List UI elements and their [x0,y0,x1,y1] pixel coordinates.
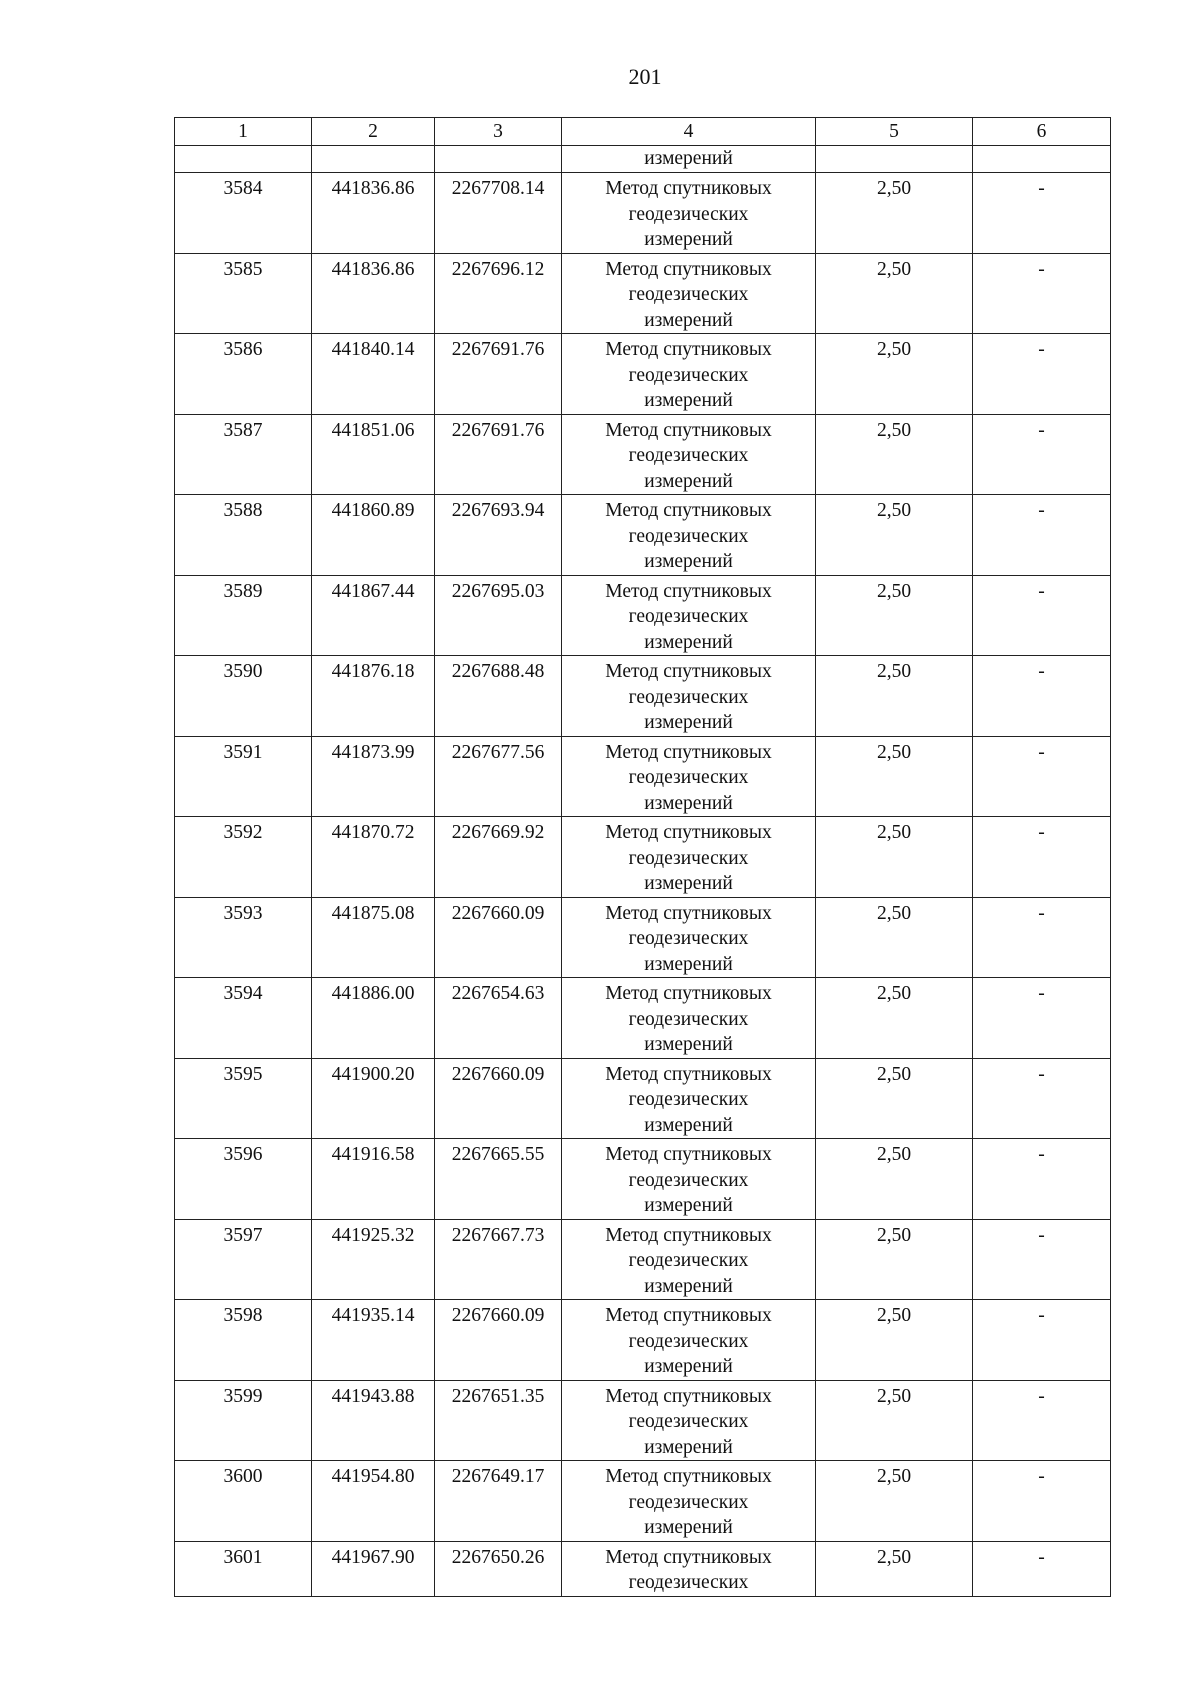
accuracy-cell: 2,50 [816,656,973,737]
x-coordinate-cell: 441943.88 [312,1380,435,1461]
method-line: измерений [644,1034,733,1055]
point-number-cell: 3586 [175,334,312,415]
method-cell [562,495,816,576]
point-number-cell: 3584 [175,173,312,254]
method-line: измерений [644,873,733,894]
accuracy-cell: 2,50 [816,575,973,656]
table-row [175,334,1111,415]
point-number-cell: 3589 [175,575,312,656]
y-coordinate-cell: 2267691.76 [435,334,562,415]
table-row [175,1541,1111,1596]
point-number-cell: 3596 [175,1139,312,1220]
method-cell [562,414,816,495]
point-number-cell: 3598 [175,1300,312,1381]
method-cell [562,978,816,1059]
page-number: 201 [628,64,662,89]
method-line: измерений [644,470,733,492]
accuracy-cell: 2,50 [816,334,973,415]
note-cell: - [973,1139,1111,1220]
table-row [175,656,1111,737]
point-number-cell: 3593 [175,897,312,978]
x-coordinate-cell: 441925.32 [312,1219,435,1300]
method-line: геодезических [628,203,749,225]
accuracy-cell: 2,50 [816,978,973,1059]
method-line: измерений [644,1517,733,1538]
accuracy-cell: 2,50 [816,1300,973,1381]
method-cell [562,656,816,737]
y-coordinate-cell: 2267677.56 [435,736,562,817]
method-line: измерений [644,631,733,653]
x-coordinate-cell: 441916.58 [312,1139,435,1220]
method-cell [562,575,816,656]
continued-cell-1 [175,146,312,173]
method-line: геодезических [628,1169,749,1191]
table-row [175,1380,1111,1461]
accuracy-cell: 2,50 [816,1058,973,1139]
table-row [175,1139,1111,1220]
method-line: Метод спутниковых [605,1224,772,1246]
method-cell [562,334,816,415]
table-row [175,414,1111,495]
x-coordinate-cell: 441886.00 [312,978,435,1059]
note-cell: - [973,253,1111,334]
method-line: Метод спутниковых [605,339,772,360]
y-coordinate-cell: 2267660.09 [435,1058,562,1139]
y-coordinate-cell: 2267667.73 [435,1219,562,1300]
method-line: Метод спутниковых [605,258,772,280]
column-number-6: 6 [973,118,1111,146]
point-number-cell: 3600 [175,1461,312,1542]
method-cell [562,1219,816,1300]
point-number-cell: 3599 [175,1380,312,1461]
note-cell: - [973,978,1111,1059]
y-coordinate-cell: 2267693.94 [435,495,562,576]
point-number-cell: 3585 [175,253,312,334]
note-cell: - [973,736,1111,817]
accuracy-cell: 2,50 [816,495,973,576]
method-line: Метод спутниковых [605,419,772,441]
continued-cell-3 [435,146,562,173]
y-coordinate-cell: 2267651.35 [435,1380,562,1461]
method-cell [562,817,816,898]
method-line: геодезических [628,606,749,627]
table-row [175,1461,1111,1542]
point-number-cell: 3597 [175,1219,312,1300]
method-line: измерений [644,1114,733,1136]
method-line: Метод спутниковых [605,500,772,521]
method-line: Метод спутниковых [605,983,772,1004]
table-row [175,575,1111,656]
point-number-cell: 3591 [175,736,312,817]
y-coordinate-cell: 2267654.63 [435,978,562,1059]
method-line: геодезических [628,284,749,305]
method-line: Метод спутниковых [605,1144,772,1165]
note-cell: - [973,1461,1111,1542]
continued-row [175,146,1111,173]
method-line: измерений [644,229,733,250]
method-cell [562,1461,816,1542]
continued-cell-2 [312,146,435,173]
accuracy-cell: 2,50 [816,897,973,978]
table-row [175,1300,1111,1381]
method-cell [562,897,816,978]
method-cell [562,253,816,334]
note-cell: - [973,495,1111,576]
y-coordinate-cell: 2267660.09 [435,1300,562,1381]
method-line: геодезических [628,928,749,949]
method-line: геодезических [628,767,749,788]
continued-cell-5 [816,146,973,173]
accuracy-cell: 2,50 [816,1461,973,1542]
method-line: измерений [644,792,733,814]
accuracy-cell: 2,50 [816,736,973,817]
method-line: измерений [644,551,733,572]
column-number-1: 1 [175,118,312,146]
table-row [175,736,1111,817]
point-number-cell: 3595 [175,1058,312,1139]
table-row [175,173,1111,254]
table-row [175,817,1111,898]
coordinates-table [174,117,1111,1597]
method-line: геодезических [628,1250,749,1271]
method-line: измерений [644,712,733,733]
method-cell [562,173,816,254]
accuracy-cell: 2,50 [816,414,973,495]
x-coordinate-cell: 441840.14 [312,334,435,415]
x-coordinate-cell: 441870.72 [312,817,435,898]
accuracy-cell: 2,50 [816,253,973,334]
x-coordinate-cell: 441876.18 [312,656,435,737]
y-coordinate-cell: 2267695.03 [435,575,562,656]
y-coordinate-cell: 2267660.09 [435,897,562,978]
method-line: Метод спутниковых [605,661,772,682]
method-line: геодезических [628,847,749,869]
y-coordinate-cell: 2267665.55 [435,1139,562,1220]
point-number-cell: 3594 [175,978,312,1059]
method-line: Метод спутниковых [605,1063,772,1085]
method-line: геодезических [628,1411,749,1432]
method-line: геодезических [628,1089,749,1110]
accuracy-cell: 2,50 [816,1541,973,1596]
note-cell: - [973,1219,1111,1300]
x-coordinate-cell: 441954.80 [312,1461,435,1542]
table-body [175,118,1111,1597]
continued-method-cell: измерений [562,146,816,173]
point-number-cell: 3587 [175,414,312,495]
method-line: геодезических [628,1008,749,1030]
method-line: геодезических [628,364,749,386]
x-coordinate-cell: 441875.08 [312,897,435,978]
column-number-2: 2 [312,118,435,146]
method-line: геодезических [628,445,749,466]
x-coordinate-cell: 441900.20 [312,1058,435,1139]
note-cell: - [973,414,1111,495]
note-cell: - [973,897,1111,978]
column-number-5: 5 [816,118,973,146]
note-cell: - [973,173,1111,254]
method-line: геодезических [628,686,749,708]
continued-cell-6 [973,146,1111,173]
x-coordinate-cell: 441860.89 [312,495,435,576]
y-coordinate-cell: 2267696.12 [435,253,562,334]
method-cell [562,736,816,817]
method-line: измерений [644,390,733,411]
x-coordinate-cell: 441836.86 [312,253,435,334]
x-coordinate-cell: 441836.86 [312,173,435,254]
x-coordinate-cell: 441967.90 [312,1541,435,1596]
accuracy-cell: 2,50 [816,173,973,254]
note-cell: - [973,1058,1111,1139]
table-row [175,978,1111,1059]
method-line: измерений [644,1356,733,1377]
x-coordinate-cell: 441851.06 [312,414,435,495]
point-number-cell: 3601 [175,1541,312,1596]
method-line: Метод спутниковых [605,580,772,602]
table-row [175,253,1111,334]
accuracy-cell: 2,50 [816,817,973,898]
column-number-4: 4 [562,118,816,146]
note-cell: - [973,817,1111,898]
point-number-cell: 3590 [175,656,312,737]
method-line: измерений [644,953,733,975]
method-line: измерений [644,309,733,331]
method-cell [562,1541,816,1596]
point-number-cell: 3592 [175,817,312,898]
table-row [175,495,1111,576]
y-coordinate-cell: 2267649.17 [435,1461,562,1542]
method-line: геодезических [628,1330,749,1352]
method-cell [562,1139,816,1220]
y-coordinate-cell: 2267708.14 [435,173,562,254]
y-coordinate-cell: 2267691.76 [435,414,562,495]
note-cell: - [973,575,1111,656]
y-coordinate-cell: 2267669.92 [435,817,562,898]
x-coordinate-cell: 441873.99 [312,736,435,817]
accuracy-cell: 2,50 [816,1219,973,1300]
table-row [175,897,1111,978]
x-coordinate-cell: 441935.14 [312,1300,435,1381]
method-line: Метод спутниковых [605,741,772,763]
method-cell [562,1058,816,1139]
method-line: Метод спутниковых [605,902,772,924]
accuracy-cell: 2,50 [816,1139,973,1220]
method-line: измерений [644,1275,733,1297]
method-line: измерений [644,1436,733,1458]
column-number-row [175,118,1111,146]
note-cell: - [973,1541,1111,1596]
coordinates-table-container [174,117,1110,1597]
method-line: геодезических [628,1572,749,1593]
x-coordinate-cell: 441867.44 [312,575,435,656]
y-coordinate-cell: 2267650.26 [435,1541,562,1596]
method-line: геодезических [628,1491,749,1513]
note-cell: - [973,656,1111,737]
note-cell: - [973,1380,1111,1461]
accuracy-cell: 2,50 [816,1380,973,1461]
note-cell: - [973,334,1111,415]
table-row [175,1058,1111,1139]
method-line: Метод спутниковых [605,178,772,199]
method-line: Метод спутниковых [605,1305,772,1326]
method-line: Метод спутниковых [605,1385,772,1407]
method-line: Метод спутниковых [605,822,772,843]
note-cell: - [973,1300,1111,1381]
method-line: Метод спутниковых [605,1546,772,1568]
method-line: измерений [644,1195,733,1216]
method-line: геодезических [628,525,749,547]
method-cell [562,1380,816,1461]
table-row [175,1219,1111,1300]
point-number-cell: 3588 [175,495,312,576]
column-number-3: 3 [435,118,562,146]
method-cell [562,1300,816,1381]
method-line: Метод спутниковых [605,1466,772,1487]
y-coordinate-cell: 2267688.48 [435,656,562,737]
